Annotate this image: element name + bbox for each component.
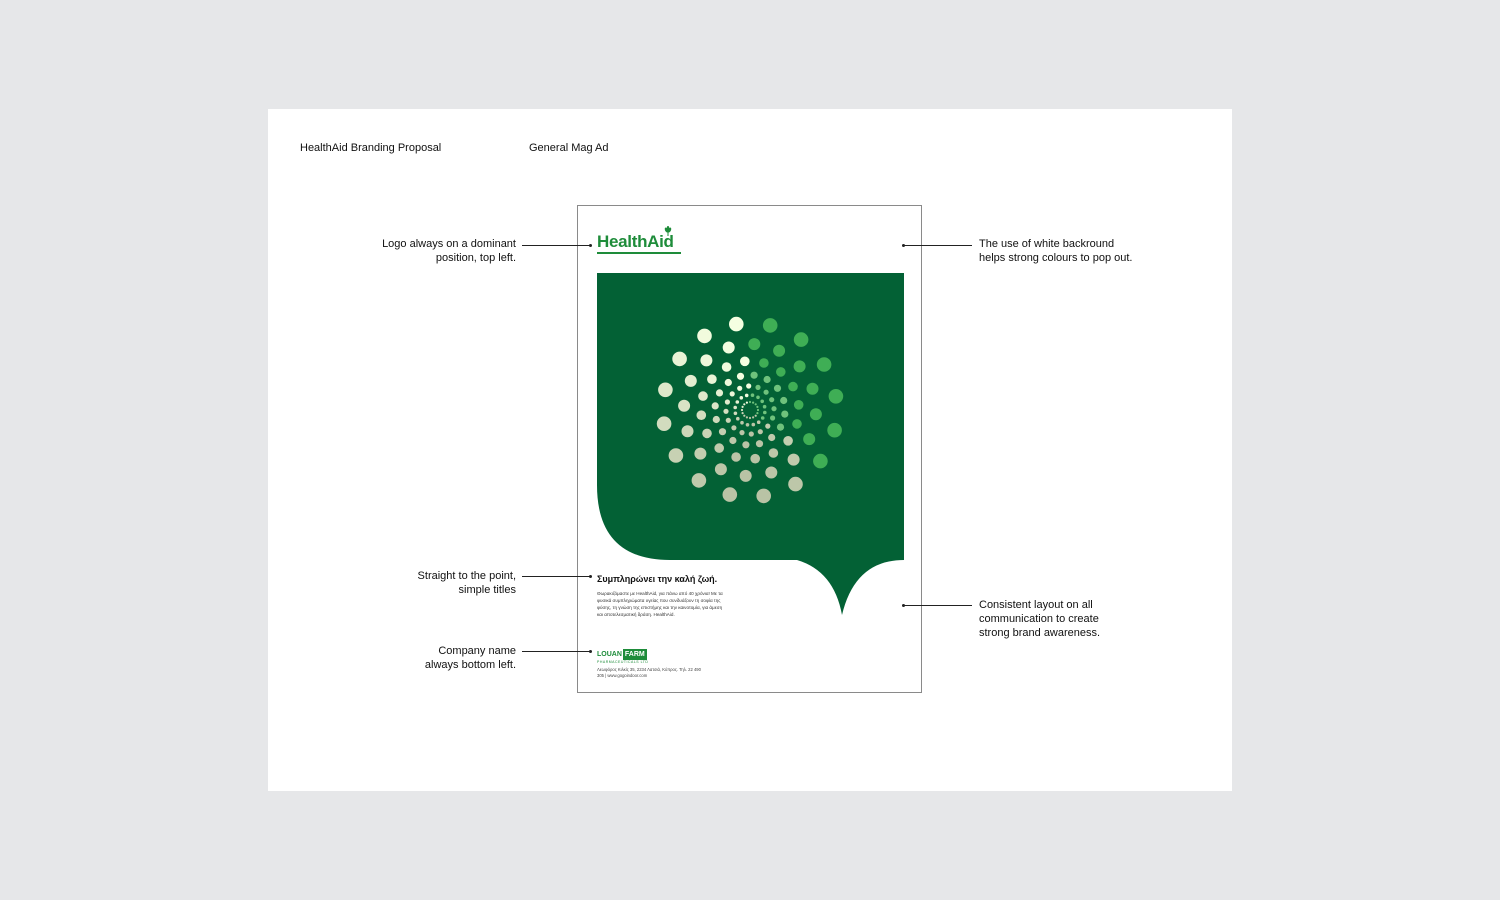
burst-dot <box>829 389 844 404</box>
burst-dot <box>746 402 748 404</box>
burst-dot <box>752 423 756 427</box>
leader-dot-company <box>589 650 592 653</box>
burst-dot <box>803 433 815 445</box>
burst-dot <box>658 383 673 398</box>
burst-dot <box>707 374 717 384</box>
burst-dot <box>737 373 744 380</box>
leader-line-logo <box>522 245 590 246</box>
annotation-titles: Straight to the point, simple titles <box>417 570 516 596</box>
burst-dot <box>729 317 744 332</box>
burst-dot <box>714 443 724 453</box>
project-title: HealthAid Branding Proposal <box>300 142 442 154</box>
burst-dot <box>756 412 758 414</box>
healthaid-logo-text: HealthAid <box>597 232 674 251</box>
burst-dot <box>780 397 787 404</box>
burst-dot <box>794 332 809 347</box>
burst-dot <box>770 415 775 420</box>
company-block <box>597 649 707 679</box>
burst-dot <box>678 400 690 412</box>
burst-dot <box>755 385 760 390</box>
burst-dot <box>697 410 707 420</box>
louanfarm-logo <box>597 649 707 660</box>
burst-dot <box>746 416 748 418</box>
annotation-layout: Consistent layout on all communication to create strong brand awareness. <box>979 599 1101 639</box>
burst-dot <box>763 405 767 409</box>
burst-dot <box>740 396 744 400</box>
burst-dot <box>725 399 730 404</box>
burst-dot <box>756 406 758 408</box>
leader-dot-logo <box>589 244 592 247</box>
burst-dot <box>750 454 760 464</box>
burst-dot <box>723 342 735 354</box>
presentation-sheet <box>268 109 1232 791</box>
burst-dot <box>715 463 727 475</box>
burst-dot <box>783 436 793 446</box>
burst-dot <box>716 389 723 396</box>
burst-dot <box>731 452 741 462</box>
burst-dot <box>764 376 771 383</box>
burst-dot <box>763 411 767 415</box>
burst-dot <box>781 411 788 418</box>
burst-dot <box>760 400 764 404</box>
burst-dot <box>749 401 751 403</box>
burst-dot <box>725 379 732 386</box>
burst-dot <box>794 400 804 410</box>
healthaid-logo <box>597 226 687 256</box>
ad-headline: Συμπληρώνει την καλή ζωή. <box>597 574 718 584</box>
burst-dot <box>817 357 832 372</box>
company-name-part2: FARM <box>624 651 645 658</box>
leader-dot-titles <box>589 575 592 578</box>
burst-dot <box>739 430 744 435</box>
burst-dot <box>749 431 754 436</box>
burst-dot <box>697 329 712 344</box>
burst-dot <box>672 352 687 367</box>
burst-dot <box>758 429 763 434</box>
burst-dot <box>788 382 798 392</box>
burst-dot <box>777 424 784 431</box>
burst-dot <box>743 403 745 405</box>
burst-dot <box>730 391 735 396</box>
burst-dot <box>734 412 738 416</box>
burst-dot <box>765 467 777 479</box>
burst-dot <box>771 406 776 411</box>
burst-dot <box>810 408 822 420</box>
burst-dot <box>702 429 712 439</box>
burst-dot <box>669 448 684 463</box>
burst-dot <box>788 477 803 492</box>
burst-dot <box>722 362 732 372</box>
burst-dot <box>712 402 719 409</box>
burst-dot <box>726 418 731 423</box>
burst-dot <box>813 454 828 469</box>
burst-dot <box>741 409 743 411</box>
leader-line-company <box>522 651 590 652</box>
burst-dot <box>788 454 800 466</box>
burst-dot <box>774 385 781 392</box>
burst-dot <box>736 417 740 421</box>
burst-dot <box>737 386 742 391</box>
speech-bubble-graphic <box>597 273 904 618</box>
burst-dot <box>723 487 738 502</box>
annotation-company: Company name always bottom left. <box>424 645 516 671</box>
burst-dot <box>756 440 763 447</box>
burst-dot <box>757 409 759 411</box>
burst-dot <box>742 406 744 408</box>
burst-dot <box>694 448 706 460</box>
leader-line-background <box>904 245 972 246</box>
section-title: General Mag Ad <box>529 142 609 154</box>
burst-dot <box>776 367 786 377</box>
burst-dot <box>713 416 720 423</box>
burst-dot <box>755 415 757 417</box>
burst-dot <box>692 473 707 488</box>
burst-dot <box>768 434 775 441</box>
annotation-background: The use of white backround helps strong colours to pop out. <box>979 238 1133 264</box>
burst-dot <box>757 420 761 424</box>
burst-dot <box>752 416 754 418</box>
annotation-logo: Logo always on a dominant position, top left. <box>382 238 516 264</box>
leader-line-titles <box>522 576 590 577</box>
burst-dot <box>723 409 728 414</box>
burst-dot <box>769 448 779 458</box>
burst-dot <box>719 428 726 435</box>
burst-dot <box>742 441 749 448</box>
burst-dot <box>746 383 751 388</box>
burst-dot <box>740 470 752 482</box>
burst-dot <box>752 402 754 404</box>
burst-dot <box>700 354 712 366</box>
burst-dot <box>729 437 736 444</box>
company-address: Λεωφόρος Κιλκίς 35, 2234 Λατσιά, Κύπρος. Τηλ. 22 490 305 | www.gogoindoor.com <box>597 667 701 678</box>
burst-dot <box>807 383 819 395</box>
burst-dot <box>736 400 740 404</box>
burst-dot <box>792 419 802 429</box>
burst-dot <box>745 394 749 398</box>
leaf-icon <box>663 226 673 236</box>
burst-dot <box>682 425 694 437</box>
burst-dot <box>827 423 842 438</box>
burst-dot <box>731 425 736 430</box>
burst-dot <box>751 372 758 379</box>
burst-dot <box>759 358 769 368</box>
logo-underline <box>597 252 681 254</box>
burst-dot <box>755 403 757 405</box>
burst-dot <box>657 416 672 431</box>
company-name-part1: LOUAN <box>597 651 622 658</box>
burst-dot <box>763 318 778 333</box>
burst-dot <box>748 338 760 350</box>
burst-dot <box>742 412 744 414</box>
burst-dot <box>740 357 750 367</box>
burst-dot <box>769 397 774 402</box>
burst-dot <box>698 391 708 401</box>
burst-dot <box>773 345 785 357</box>
burst-dot <box>751 393 755 397</box>
magazine-ad <box>577 205 922 693</box>
burst-dot <box>733 406 737 410</box>
burst-dot <box>685 375 697 387</box>
burst-dot <box>794 360 806 372</box>
burst-dot <box>743 415 745 417</box>
ad-body-copy: Θωρακιζόμαστε με HealthAid, για πάνω από 40 χρόνια! Με τα φυσικά συμπληρώματα υγείας που συνδυάζουν τη σοφία της φύσης, τη γνώση της επιστήμης και την καινοτομία, για άμεση και αποτελεσματική δράση. HealthAid. <box>597 591 723 617</box>
burst-dot <box>764 390 769 395</box>
burst-dot <box>761 416 765 420</box>
burst-dot <box>749 417 751 419</box>
leader-line-layout <box>904 605 972 606</box>
burst-dot <box>746 423 750 427</box>
company-tagline: PHARMACEUTICALS LTD <box>597 660 649 664</box>
burst-dot <box>765 424 770 429</box>
burst-dot <box>756 396 760 400</box>
burst-dot <box>756 489 771 504</box>
burst-dot <box>740 421 744 425</box>
